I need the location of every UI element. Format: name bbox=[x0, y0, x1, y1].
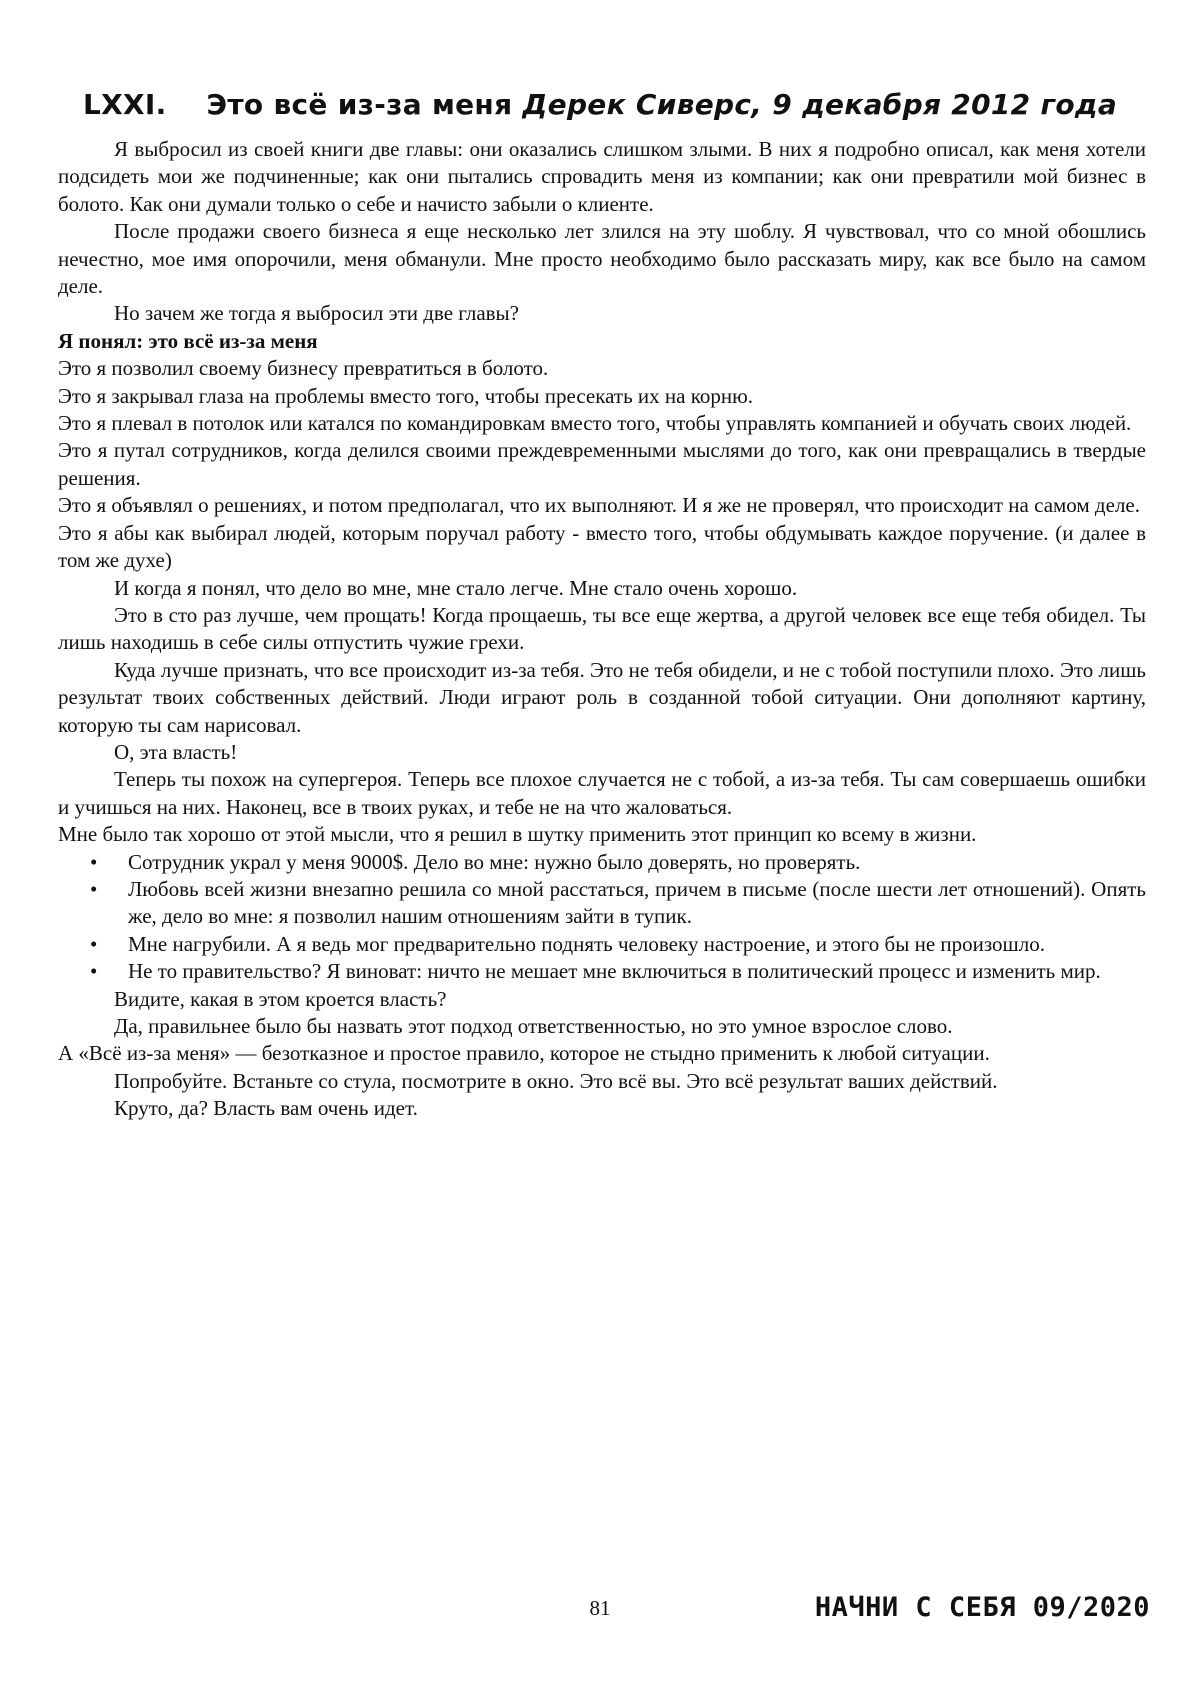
paragraph: Это в сто раз лучше, чем прощать! Когда прощаешь, ты все еще жертва, а другой человек все еще тебя обидел. Ты лишь находишь в себе силы отпустить чужие грехи. bbox=[58, 602, 1146, 655]
section-heading: Я понял: это всё из-за меня bbox=[58, 328, 318, 353]
list-item bbox=[90, 849, 1146, 876]
list-item bbox=[90, 958, 1146, 985]
list-item bbox=[90, 876, 1146, 931]
paragraph: Это я закрывал глаза на проблемы вместо того, чтобы пресекать их на корню. bbox=[58, 383, 754, 408]
bullet-icon: • bbox=[90, 876, 98, 901]
paragraph: А «Всё из-за меня» — безотказное и простое правило, которое не стыдно применить к любой ситуации. bbox=[58, 1041, 990, 1066]
bullet-icon: • bbox=[90, 931, 98, 956]
magazine-title: НАЧНИ С СЕБЯ 09/2020 bbox=[814, 1592, 1150, 1623]
paragraph: После продажи своего бизнеса я еще несколько лет злился на эту шоблу. Я чувствовал, что со мной обошлись нечестно, мое имя опорочили, меня обманули. Мне просто необходимо было рассказать миру, как все было на самом деле. bbox=[58, 219, 1146, 299]
paragraph: И когда я понял, что дело во мне, мне стало легче. Мне стало очень хорошо. bbox=[114, 575, 798, 600]
paragraph: Видите, какая в этом кроется власть? bbox=[114, 986, 447, 1011]
paragraph: Это я позволил своему бизнесу превратиться в болото. bbox=[58, 356, 549, 381]
list-item bbox=[90, 931, 1146, 958]
paragraph: Это я объявлял о решениях, и потом предполагал, что их выполняют. И я же не проверял, что происходит на самом деле. bbox=[58, 493, 1140, 518]
chapter-number: LXXI. bbox=[82, 88, 167, 121]
page-number: 81 bbox=[589, 1596, 611, 1620]
bullet-icon: • bbox=[90, 849, 98, 874]
chapter-byline: Дерек Сиверс, 9 декабря 2012 года bbox=[522, 88, 1118, 121]
list-item-text: Любовь всей жизни внезапно решила со мной расстаться, причем в письме (после шести лет отношений). Опять же, дело во мне: я позволил нашим отношениям зайти в тупик. bbox=[128, 876, 1146, 929]
list-item-text: Не то правительство? Я виноват: ничто не мешает мне включиться в политический процесс и изменить мир. bbox=[128, 959, 1101, 984]
paragraph: Мне было так хорошо от этой мысли, что я решил в шутку применить этот принцип ко всему в жизни. bbox=[58, 822, 977, 847]
bullet-list bbox=[58, 849, 1146, 986]
paragraph: Теперь ты похож на супергероя. Теперь все плохое случается не с тобой, а из-за тебя. Ты сам совершаешь ошибки и учишься на них. Наконец, все в твоих руках, и тебе не на что жаловаться. bbox=[58, 767, 1146, 819]
paragraph: Да, правильнее было бы назвать этот подход ответственностью, но это умное взрослое слово. bbox=[114, 1014, 953, 1038]
paragraph: О, эта власть! bbox=[114, 739, 238, 764]
paragraph: Круто, да? Власть вам очень идет. bbox=[114, 1096, 418, 1121]
list-item-text: Мне нагрубили. А я ведь мог предварительно поднять человеку настроение, и этого бы не произошло. bbox=[128, 931, 1045, 956]
paragraph: Это я абы как выбирал людей, которым поручал работу - вместо того, чтобы обдумывать каждое поручение. (и далее в том же духе) bbox=[58, 520, 1146, 573]
paragraph: Попробуйте. Встаньте со стула, посмотрите в окно. Это всё вы. Это всё результат ваших действий. bbox=[114, 1068, 998, 1093]
chapter-title: Это всё из-за меня bbox=[206, 88, 513, 121]
paragraph: Я выбросил из своей книги две главы: они оказались слишком злыми. В них я подробно описал, как меня хотели подсидеть мои же подчиненные; как они пытались спровадить меня из компании; как они превратили мой бизнес в болото. Как они думали только о себе и начисто забыли о клиенте. bbox=[58, 137, 1146, 216]
list-item-text: Сотрудник украл у меня 9000$. Дело во мне: нужно было доверять, но проверять. bbox=[128, 849, 861, 874]
paragraph: Куда лучше признать, что все происходит из-за тебя. Это не тебя обидели, и не с тобой поступили плохо. Это лишь результат твоих собственных действий. Люди играют роль в созданной тобой ситуации. Они дополняют картину, которую ты сам нарисовал. bbox=[58, 657, 1146, 737]
paragraph: Это я плевал в потолок или катался по командировкам вместо того, чтобы управлять компанией и обучать своих людей. bbox=[58, 411, 1132, 436]
bullet-icon: • bbox=[90, 959, 98, 984]
article-body bbox=[58, 136, 1146, 1123]
paragraph: Но зачем же тогда я выбросил эти две главы? bbox=[114, 301, 519, 326]
page-title bbox=[0, 88, 1200, 121]
paragraph: Это я путал сотрудников, когда делился своими преждевременными мыслями до того, как они превращались в твердые решения. bbox=[58, 438, 1146, 490]
